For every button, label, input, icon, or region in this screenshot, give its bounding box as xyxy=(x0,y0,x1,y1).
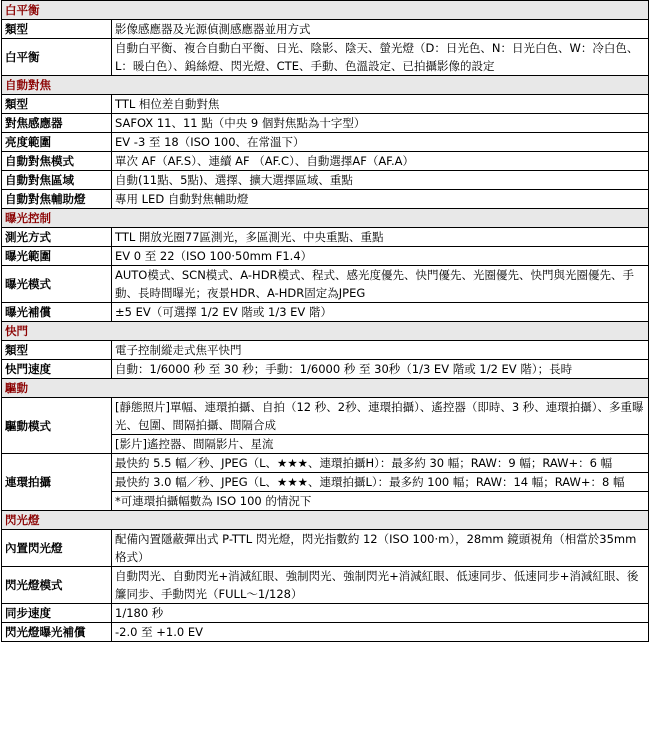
spec-label: 亮度範圍 xyxy=(2,133,112,152)
spec-value-line: [靜態照片]單幅、連環拍攝、自拍（12 秒、2秒、連環拍攝）、遙控器（即時、3 秒、連環拍攝）、多重曝光、包圍、間隔拍攝、間隔合成 xyxy=(115,400,644,432)
spec-value-line: SAFOX 11、11 點（中央 9 個對焦點為十字型） xyxy=(115,116,366,130)
spec-value-line: -2.0 至 +1.0 EV xyxy=(115,625,203,639)
spec-value-line: TTL 相位差自動對焦 xyxy=(115,97,220,111)
spec-label: 閃光燈曝光補償 xyxy=(2,623,112,642)
spec-value-line: AUTO模式、SCN模式、A-HDR模式、程式、感光度優先、快門優先、光圈優先、快門與光圈優先、手動、長時間曝光；夜景HDR、A-HDR固定為JPEG xyxy=(115,268,635,300)
spec-label: 驅動模式 xyxy=(2,398,112,454)
spec-value xyxy=(112,114,649,133)
spec-label: 自動對焦輔助燈 xyxy=(2,190,112,209)
spec-row xyxy=(2,95,649,114)
spec-value xyxy=(112,171,649,190)
spec-value xyxy=(112,360,649,379)
spec-label: 自動對焦區域 xyxy=(2,171,112,190)
spec-table-body xyxy=(2,1,649,642)
spec-value-line: 最快約 5.5 幅／秒、JPEG（L、★★★、連環拍攝H）：最多約 30 幅；RAW：9 幅；RAW+：6 幅 xyxy=(115,456,613,470)
section-header-row xyxy=(2,76,649,95)
spec-value xyxy=(112,623,649,642)
spec-label: 閃光燈模式 xyxy=(2,567,112,604)
spec-value xyxy=(112,190,649,209)
section-header-row xyxy=(2,209,649,228)
spec-label: 測光方式 xyxy=(2,228,112,247)
spec-value-line: EV 0 至 22（ISO 100·50mm F1.4） xyxy=(115,249,313,263)
section-title: 快門 xyxy=(2,322,649,341)
spec-value xyxy=(112,247,649,266)
spec-value xyxy=(112,20,649,39)
spec-label: 曝光補償 xyxy=(2,303,112,322)
spec-label: 類型 xyxy=(2,95,112,114)
spec-row xyxy=(2,228,649,247)
spec-label: 對焦感應器 xyxy=(2,114,112,133)
spec-row xyxy=(2,133,649,152)
section-title: 白平衡 xyxy=(2,1,649,20)
spec-row xyxy=(2,266,649,303)
spec-label: 類型 xyxy=(2,20,112,39)
spec-value-line: 1/180 秒 xyxy=(115,606,164,620)
spec-label: 自動對焦模式 xyxy=(2,152,112,171)
spec-row xyxy=(2,114,649,133)
spec-value-line: 自動白平衡、複合自動白平衡、日光、陰影、陰天、螢光燈（D：日光色、N：日光白色、W：冷白色、L：暖白色）、鎢絲燈、閃光燈、CTE、手動、色溫設定、已拍攝影像的設定 xyxy=(115,41,639,73)
spec-label: 白平衡 xyxy=(2,39,112,76)
spec-row xyxy=(2,360,649,379)
spec-label: 連環拍攝 xyxy=(2,454,112,511)
spec-value xyxy=(112,39,649,76)
spec-value-line: 單次 AF（AF.S）、連續 AF （AF.C）、自動選擇AF（AF.A） xyxy=(115,154,414,168)
spec-row xyxy=(2,530,649,567)
section-title: 驅動 xyxy=(2,379,649,398)
spec-value xyxy=(112,398,649,454)
spec-value-line: EV -3 至 18（ISO 100、在常溫下） xyxy=(115,135,305,149)
spec-value-line: [影片]遙控器、間隔影片、星流 xyxy=(112,434,648,453)
spec-value xyxy=(112,567,649,604)
spec-row xyxy=(2,20,649,39)
spec-value xyxy=(112,228,649,247)
spec-value-line: 專用 LED 自動對焦輔助燈 xyxy=(115,192,249,206)
spec-row xyxy=(2,454,649,511)
spec-row xyxy=(2,567,649,604)
spec-value-line: *可連環拍攝幅數為 ISO 100 的情況下 xyxy=(112,491,648,510)
spec-value-line: 影像感應器及光源偵測感應器並用方式 xyxy=(115,22,311,36)
spec-row xyxy=(2,247,649,266)
spec-value xyxy=(112,152,649,171)
spec-value xyxy=(112,604,649,623)
spec-label: 類型 xyxy=(2,341,112,360)
spec-value xyxy=(112,133,649,152)
spec-value-line: TTL 開放光圈77區測光，多區測光、中央重點、重點 xyxy=(115,230,384,244)
spec-value xyxy=(112,454,649,511)
section-title: 曝光控制 xyxy=(2,209,649,228)
spec-value xyxy=(112,530,649,567)
spec-row xyxy=(2,190,649,209)
section-header-row xyxy=(2,379,649,398)
spec-row xyxy=(2,623,649,642)
spec-label: 曝光模式 xyxy=(2,266,112,303)
section-title: 自動對焦 xyxy=(2,76,649,95)
spec-row xyxy=(2,398,649,454)
spec-label: 同步速度 xyxy=(2,604,112,623)
spec-row xyxy=(2,341,649,360)
spec-value-line: 自動：1/6000 秒 至 30 秒；手動：1/6000 秒 至 30秒（1/3 EV 階或 1/2 EV 階）；長時 xyxy=(115,362,573,376)
spec-value xyxy=(112,341,649,360)
spec-label: 曝光範圍 xyxy=(2,247,112,266)
spec-table xyxy=(1,0,649,642)
section-header-row xyxy=(2,511,649,530)
spec-row xyxy=(2,152,649,171)
spec-row xyxy=(2,604,649,623)
spec-row xyxy=(2,303,649,322)
spec-label: 快門速度 xyxy=(2,360,112,379)
section-title: 閃光燈 xyxy=(2,511,649,530)
spec-value-line: 自動(11點、5點)、選擇、擴大選擇區域、重點 xyxy=(115,173,353,187)
spec-row xyxy=(2,171,649,190)
spec-value xyxy=(112,266,649,303)
spec-value-line: ±5 EV（可選擇 1/2 EV 階或 1/3 EV 階） xyxy=(115,305,332,319)
section-header-row xyxy=(2,322,649,341)
spec-row xyxy=(2,39,649,76)
spec-value xyxy=(112,95,649,114)
spec-value xyxy=(112,303,649,322)
spec-value-line: 電子控制縱走式焦平快門 xyxy=(115,343,242,357)
spec-value-line: 自動閃光、自動閃光+消減紅眼、強制閃光、強制閃光+消減紅眼、低速同步、低速同步+消減紅眼、後簾同步、手動閃光（FULL～1/128） xyxy=(115,569,639,601)
spec-value-line: 配備內置隱蔽彈出式 P-TTL 閃光燈，閃光指數約 12（ISO 100·m），28mm 鏡頭視角（相當於35mm 格式） xyxy=(115,532,637,564)
section-header-row xyxy=(2,1,649,20)
spec-value-line: 最快約 3.0 幅／秒、JPEG（L、★★★、連環拍攝L）：最多約 100 幅；RAW：14 幅；RAW+：8 幅 xyxy=(112,472,648,491)
spec-label: 內置閃光燈 xyxy=(2,530,112,567)
